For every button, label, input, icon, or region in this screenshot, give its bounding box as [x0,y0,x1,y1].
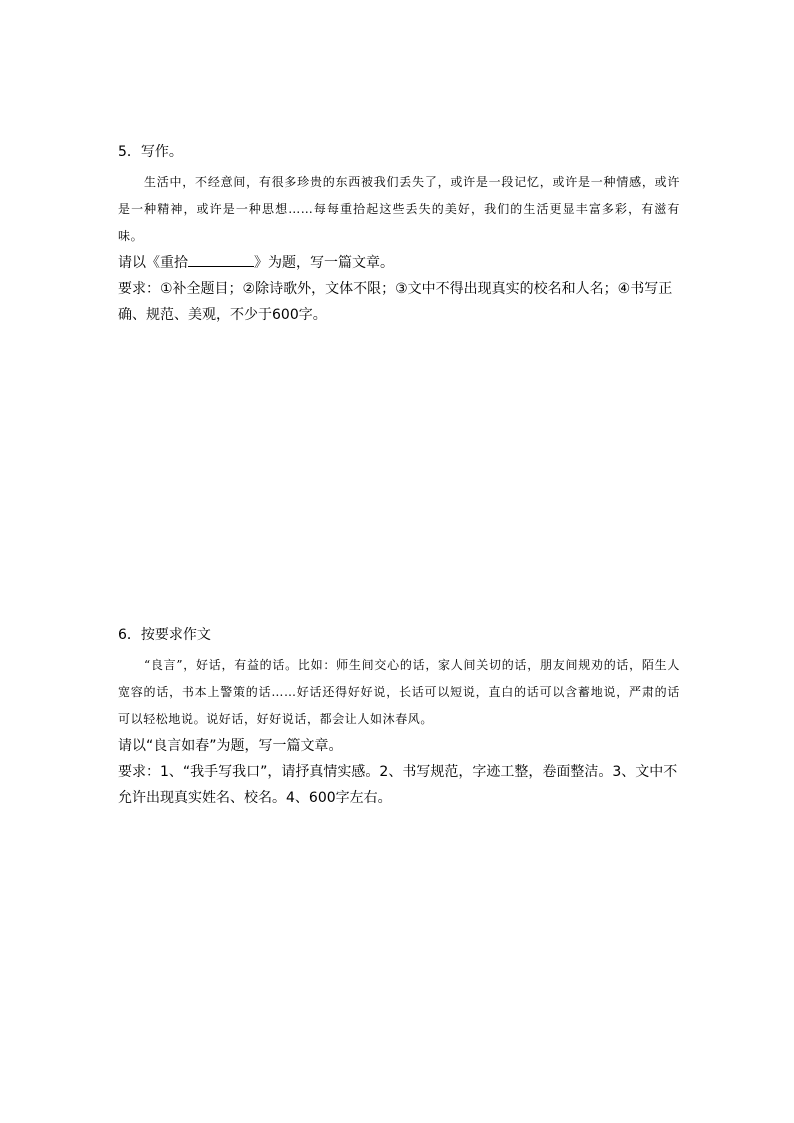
title-blank [188,252,254,267]
question-6-title: 6．按要求作文 [118,627,211,643]
question-6 [118,624,680,811]
question-5-requirements: 要求：①补全题目；②除诗歌外，文体不限；③文中不得出现真实的校名和人名；④书写正确、规范、美观，不少于600字。 [118,281,673,323]
question-6-instruction: 请以“良言如春”为题，写一篇文章。 [118,738,343,754]
question-6-prompt: “良言”，好话，有益的话。比如：师生间交心的话，家人间关切的话，朋友间规劝的话，陌生人宽容的话，书本上警策的话……好话还得好好说，长话可以短说，直白的话可以含蓄地说，严肃的话可以轻松地说。说好话，好好说话，都会让人如沐春风。 [118,658,680,726]
question-5-title: 5．写作。 [118,144,183,160]
question-5-instruction-after: 》为题，写一篇文章。 [254,255,394,271]
question-5-instruction [118,250,680,276]
question-5-prompt: 生活中，不经意间，有很多珍贵的东西被我们丢失了，或许是一段记忆，或许是一种情感，或许是一种精神，或许是一种思想……每每重拾起这些丢失的美好，我们的生活更显丰富多彩，有滋有味。 [118,175,680,243]
question-5 [118,141,680,328]
question-5-instruction-before: 请以《重拾 [118,255,188,271]
question-6-requirements: 要求：1、“我手写我口”，请抒真情实感。2、书写规范，字迹工整，卷面整洁。3、文中不允许出现真实姓名、校名。4、600字左右。 [118,764,678,806]
